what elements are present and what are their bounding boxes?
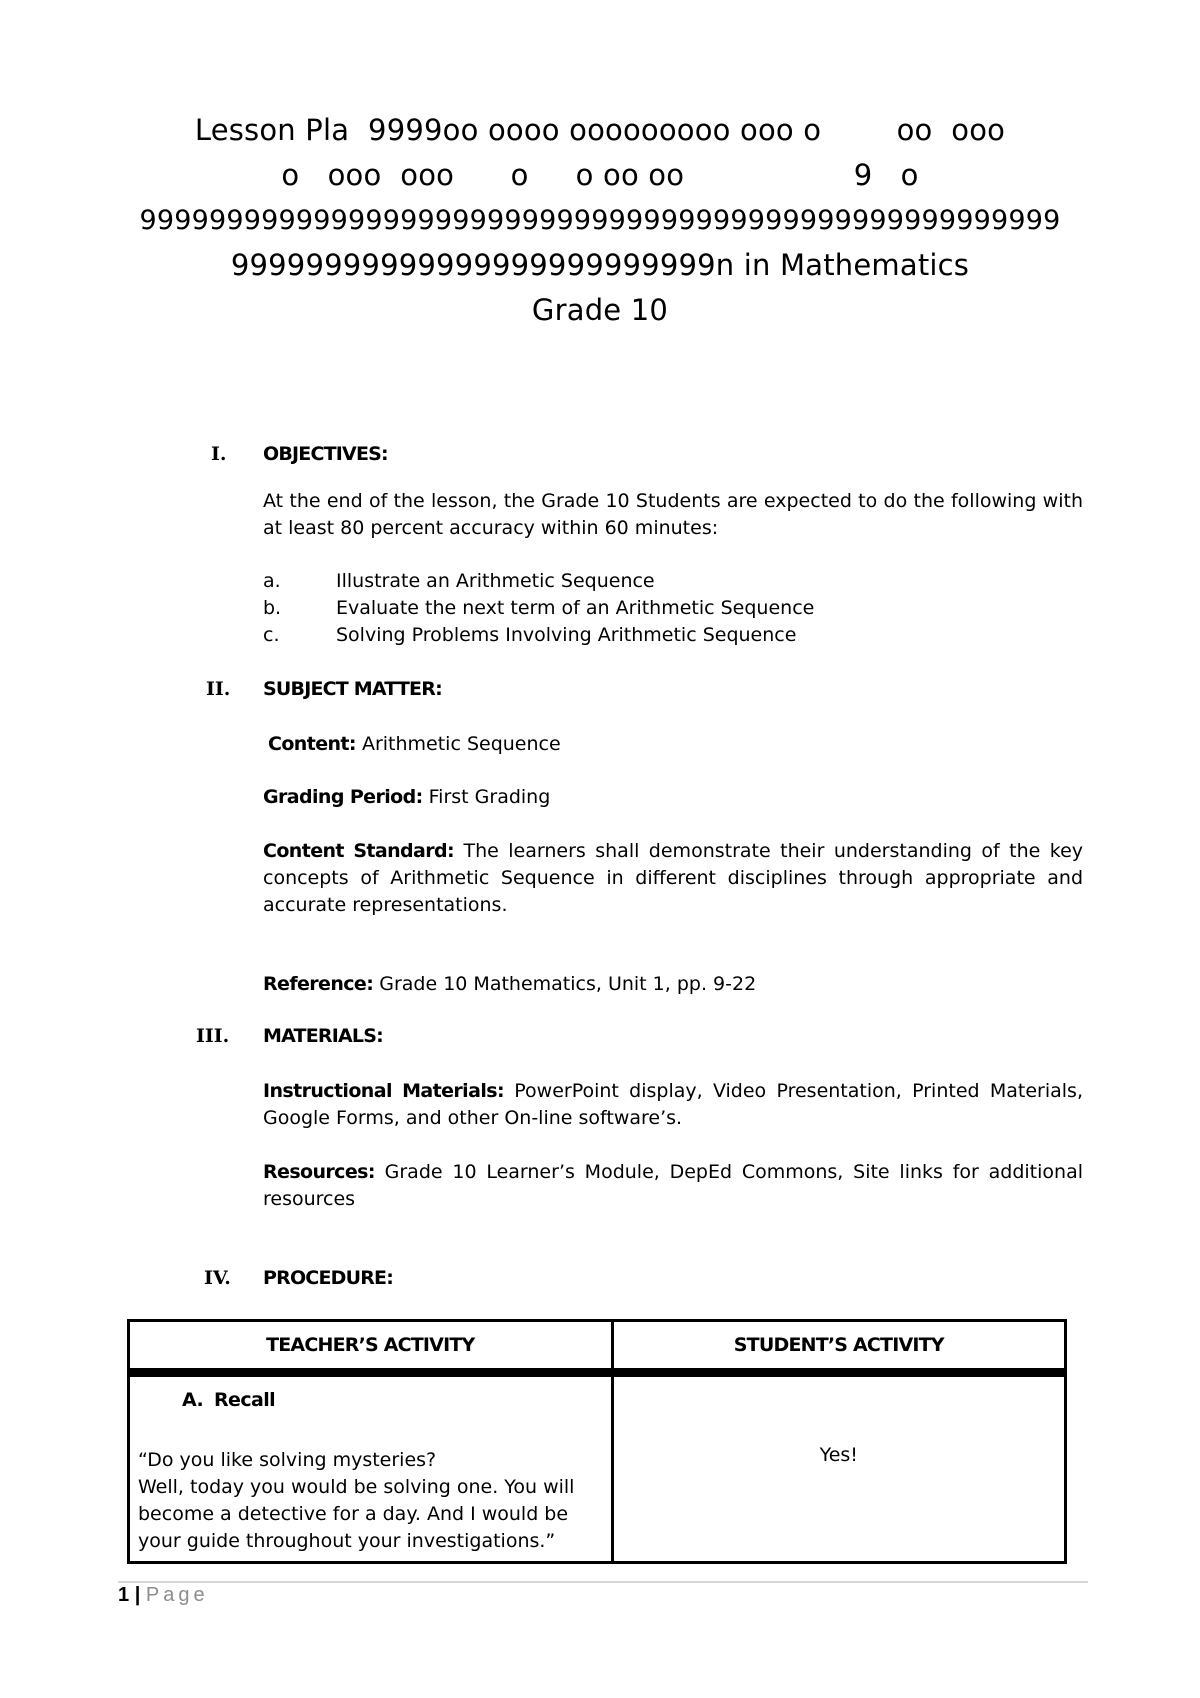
footer-separator: | xyxy=(134,1584,141,1606)
objectives-intro: At the end of the lesson, the Grade 10 Students are expected to do the following with at least 80 percent accuracy within 60 minutes: xyxy=(263,490,1083,539)
table-row xyxy=(129,1373,1066,1563)
table-header-row xyxy=(129,1321,1066,1373)
objective-item xyxy=(263,568,1083,595)
content-standard-label: Content Standard: xyxy=(263,840,455,862)
procedure-heading: PROCEDURE: xyxy=(263,1267,394,1289)
teacher-quote-line-2: Well, today you would be solving one. You will become a detective for a day. And I would be your guide throughout your investigations.” xyxy=(138,1476,575,1552)
content-standard-line xyxy=(263,838,1083,919)
student-activity-header: STUDENT’S ACTIVITY xyxy=(612,1321,1065,1373)
teacher-quote-line-1: “Do you like solving mysteries? xyxy=(138,1449,437,1471)
title-line-1: Lesson Pla 9999oo oooo ooooooooo ooo o oo ooo xyxy=(194,113,1006,147)
page-number: 1 xyxy=(118,1584,130,1606)
resources-label: Resources: xyxy=(263,1161,375,1183)
recall-heading-text: Recall xyxy=(214,1389,276,1411)
page-footer xyxy=(118,1584,209,1607)
reference-value: Grade 10 Mathematics, Unit 1, pp. 9-22 xyxy=(379,973,757,995)
reference-line xyxy=(263,971,1083,998)
grading-period-label: Grading Period: xyxy=(263,786,423,808)
resources-value: Grade 10 Learner’s Module, DepEd Commons, Site links for additional resources xyxy=(263,1161,1083,1210)
objective-item xyxy=(263,595,1083,622)
materials-numeral: III. xyxy=(196,1025,230,1047)
title-line-2: o ooo ooo o o oo oo 9 o xyxy=(281,158,919,192)
student-answer: Yes! xyxy=(819,1444,858,1466)
grading-period-line xyxy=(263,784,1083,811)
teacher-quote xyxy=(138,1447,603,1561)
instructional-materials-line xyxy=(263,1078,1083,1132)
recall-heading xyxy=(138,1389,603,1416)
reference-label: Reference: xyxy=(263,973,374,995)
content-label: Content: xyxy=(268,733,356,755)
title-line-5: Grade 10 xyxy=(531,293,669,327)
procedure-table xyxy=(127,1319,1067,1564)
recall-marker: A. xyxy=(182,1389,204,1411)
procedure-numeral: IV. xyxy=(204,1267,231,1289)
resources-line xyxy=(263,1159,1083,1213)
objectives-numeral: I. xyxy=(211,443,227,465)
objective-text: Solving Problems Involving Arithmetic Sequence xyxy=(336,624,797,646)
page-label: Page xyxy=(145,1584,209,1606)
teacher-activity-header: TEACHER’S ACTIVITY xyxy=(129,1321,613,1373)
content-standard-value: The learners shall demonstrate their understanding of the key concepts of Arithmetic Sequence in different disciplines through appropriate and accurate representations. xyxy=(263,840,1084,916)
objective-text: Evaluate the next term of an Arithmetic Sequence xyxy=(336,597,815,619)
title-line-3: 99999999999999999999999999999999999999999999999999999 xyxy=(139,205,1061,236)
grading-period-value: First Grading xyxy=(428,786,551,808)
title-line-4: 99999999999999999999999999n in Mathematics xyxy=(230,248,970,282)
content-line xyxy=(268,731,1088,758)
objectives-heading: OBJECTIVES: xyxy=(263,443,388,465)
subject-matter-heading: SUBJECT MATTER: xyxy=(263,678,442,700)
list-marker: a. xyxy=(263,570,281,592)
subject-matter-numeral: II. xyxy=(206,678,231,700)
document-title xyxy=(100,108,1100,333)
teacher-activity-cell xyxy=(129,1373,613,1563)
footer-divider xyxy=(118,1581,1088,1583)
materials-heading: MATERIALS: xyxy=(263,1025,383,1047)
objectives-list xyxy=(263,568,1083,649)
list-marker: c. xyxy=(263,624,280,646)
instructional-materials-value: PowerPoint display, Video Presentation, Printed Materials, Google Forms, and other On-line software’s. xyxy=(263,1080,1083,1129)
student-activity-cell xyxy=(612,1373,1065,1563)
objective-item xyxy=(263,622,1083,649)
list-marker: b. xyxy=(263,597,282,619)
content-value: Arithmetic Sequence xyxy=(361,733,561,755)
objective-text: Illustrate an Arithmetic Sequence xyxy=(336,570,655,592)
instructional-materials-label: Instructional Materials: xyxy=(263,1080,504,1102)
